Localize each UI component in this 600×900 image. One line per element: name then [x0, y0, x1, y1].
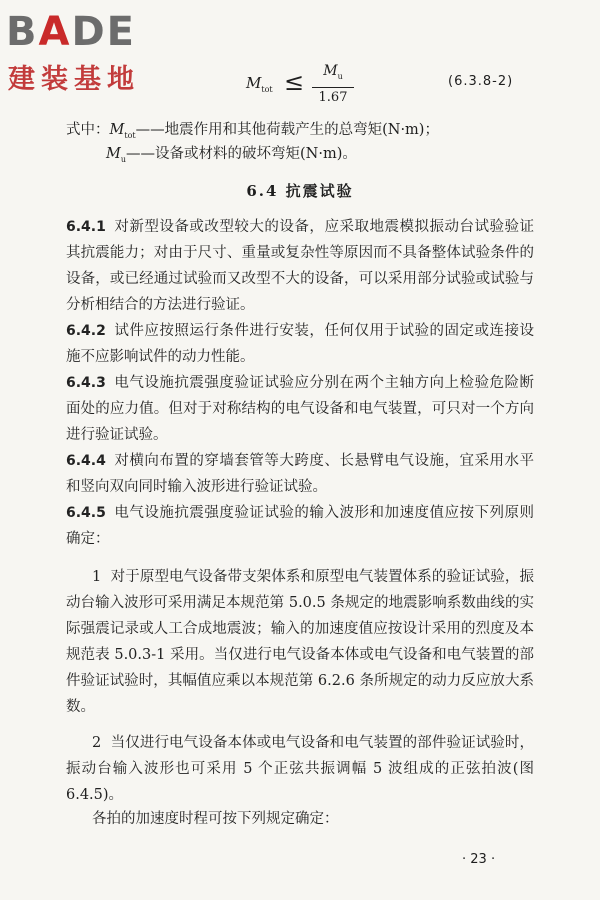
page-number: · 23 ·: [462, 852, 496, 867]
formula-6-3-8-2: [246, 62, 546, 112]
clause-6-4-4: 6.4.4 对横向布置的穿墙套管等大跨度、长悬臂电气设施，宜采用水平和竖向双向同时输入波形进行验证试验。: [66, 453, 534, 495]
formula-numerator: $M_u$: [323, 63, 343, 81]
clause-6-4-2: 6.4.2 试件应按照运行条件进行安装，任何仅用于试验的固定或连接设施不应影响试件的动力性能。: [66, 323, 534, 365]
fraction-bar: [312, 87, 354, 88]
clause-6-4-1: 6.4.1 对新型设备或改型较大的设备，应采取地震模拟振动台试验验证其抗震能力；对由于尺寸、重量或复杂性等原因而不具备整体试验条件的设备，或已经通过试验而又改型不大的设备，可以采用部分试验或试验与分析相结合的方法进行验证。: [66, 219, 534, 313]
definition-mu: $M_u——$设备或材料的破坏弯矩(N·m)。: [106, 146, 357, 164]
clause-6-4-3: 6.4.3 电气设施抗震强度验证试验应分别在两个主轴方向上检验危险断面处的应力值。但对于对称结构的电气设备和电气装置，可只对一个方向进行验证试验。: [66, 375, 534, 443]
closing-line: 各拍的加速度时程可按下列规定确定：: [92, 811, 339, 827]
formula-fraction: [312, 62, 354, 106]
logo-accent-letter: A: [38, 9, 72, 55]
bade-logo: [6, 8, 176, 103]
section-title: 6.4 抗震试验: [246, 182, 354, 200]
formula-relation: ≤: [284, 68, 305, 96]
formula-lhs: $M_{tot}$: [246, 74, 273, 94]
logo-subtitle: 建装基地: [8, 64, 140, 95]
item-2: 2 当仅进行电气设备本体或电气设备和电气装置的部件验证试验时，振动台输入波形也可采用 5 个正弦共振调幅 5 波组成的正弦拍波(图 6.4.5)。: [66, 735, 534, 803]
formula-denominator: 1.67: [318, 89, 348, 105]
equation-number: (6.3.8-2): [448, 74, 514, 89]
logo-wordmark: [6, 8, 136, 56]
logo-wordmark-text: BADE: [6, 9, 136, 55]
clause-6-4-5: 6.4.5 电气设施抗震强度验证试验的输入波形和加速度值应按下列原则确定：: [66, 505, 534, 547]
item-1: 1 对于原型电气设备带支架体系和原型电气装置体系的验证试验，振动台输入波形可采用满足本规范第 5.0.5 条规定的地震影响系数曲线的实际强震记录或人工合成地震波；输入的加速度值应按设计采用的烈度及本规范表 5.0.3-1 采用。当仅进行电气设备本体或电气设备和电气装置的部件验证试验时，其幅值应乘以本规范第 6.2.6 条所规定的动力反应放大系数。: [66, 569, 534, 715]
definition-mtot: 式中：$M_{tot}——$地震作用和其他荷载产生的总弯矩(N·m)；: [66, 122, 439, 140]
